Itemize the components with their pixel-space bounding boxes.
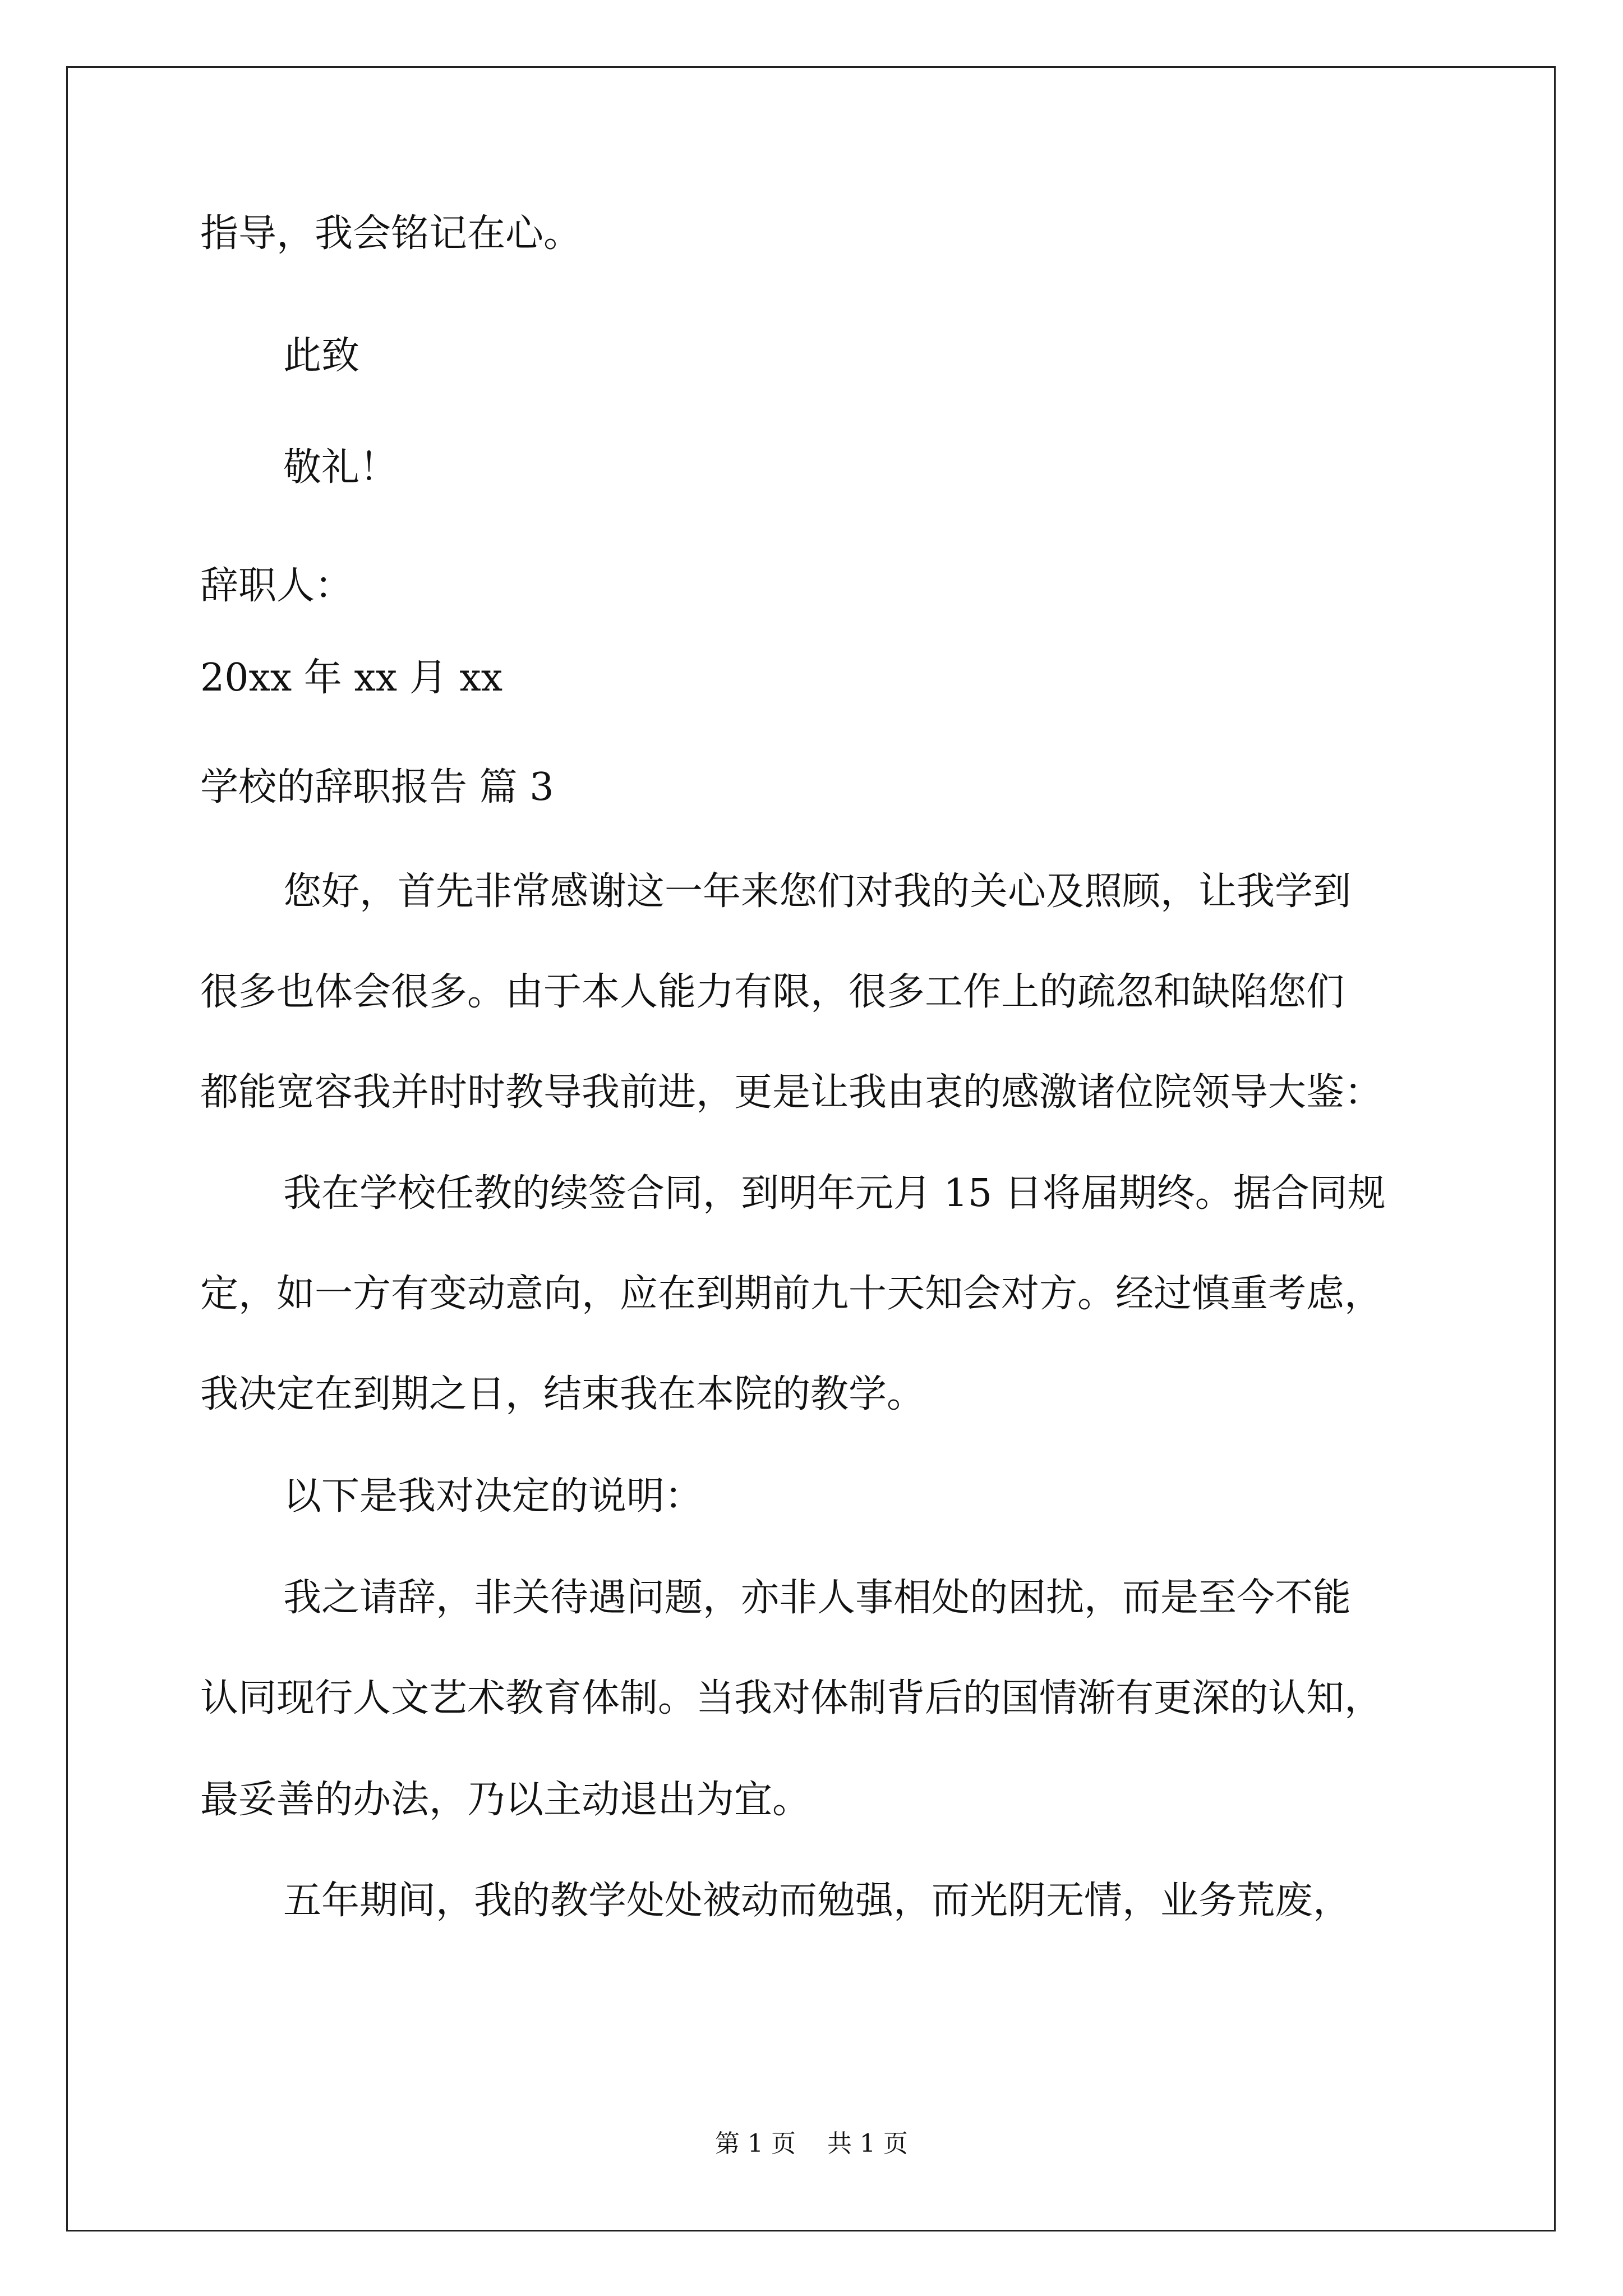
paragraph-line: 定，如一方有变动意向，应在到期前九十天知会对方。经过慎重考虑， bbox=[200, 1272, 1383, 1316]
paragraph-line: 我之请辞，非关待遇问题，亦非人事相处的困扰，而是至今不能 bbox=[283, 1576, 1352, 1620]
section-title: 学校的辞职报告 篇 3 bbox=[200, 765, 554, 809]
paragraph-line: 很多也体会很多。由于本人能力有限，很多工作上的疏忽和缺陷您们 bbox=[200, 970, 1345, 1014]
signature-label: 辞职人： bbox=[200, 564, 353, 608]
paragraph-line: 以下是我对决定的说明： bbox=[283, 1474, 703, 1519]
paragraph-line: 五年期间，我的教学处处被动而勉强，而光阴无情，业务荒废， bbox=[283, 1879, 1352, 1923]
paragraph-line: 您好，首先非常感谢这一年来您们对我的关心及照顾，让我学到 bbox=[283, 869, 1352, 914]
date-line: 20xx 年 xx 月 xx bbox=[200, 656, 503, 700]
text-line: 指导，我会铭记在心。 bbox=[200, 211, 582, 256]
paragraph-line: 我在学校任教的续签合同，到明年元月 15 日将届期终。据合同规 bbox=[283, 1171, 1386, 1216]
salutation-line: 敬礼！ bbox=[283, 445, 398, 490]
salutation-line: 此致 bbox=[283, 334, 360, 378]
paragraph-line: 认同现行人文艺术教育体制。当我对体制背后的国情渐有更深的认知， bbox=[200, 1676, 1383, 1720]
paragraph-line: 都能宽容我并时时教导我前进，更是让我由衷的感激诸位院领导大鉴： bbox=[200, 1070, 1383, 1115]
paragraph-line: 最妥善的办法，乃以主动退出为宜。 bbox=[200, 1778, 811, 1822]
page-footer: 第 1 页 共 1 页 bbox=[715, 2129, 908, 2158]
paragraph-line: 我决定在到期之日，结束我在本院的教学。 bbox=[200, 1372, 925, 1416]
